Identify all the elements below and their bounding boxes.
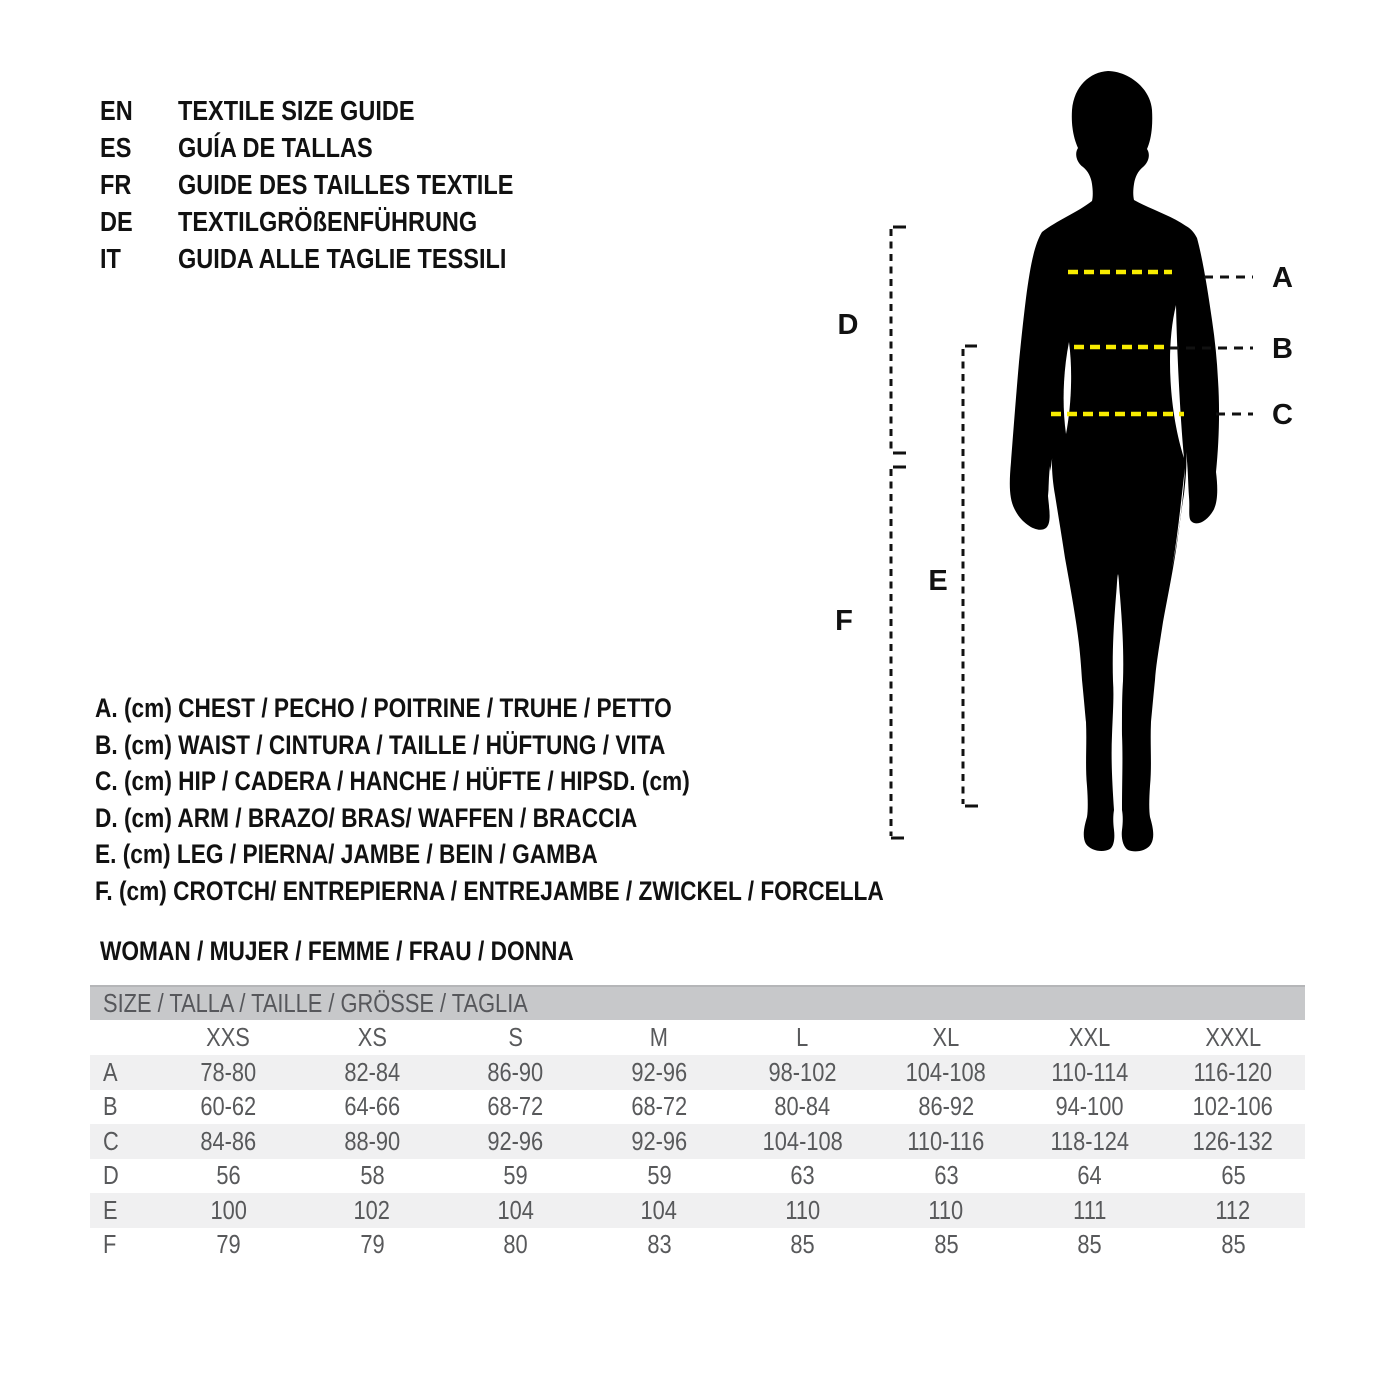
size-value-cell: 80 (503, 1229, 528, 1260)
size-value-cell: 92-96 (631, 1125, 687, 1156)
gender-heading (100, 936, 664, 966)
size-value-cell: 126-132 (1193, 1125, 1274, 1156)
size-value-cell: 104-108 (762, 1125, 843, 1156)
size-table (90, 985, 1305, 1262)
size-value-cell: 82-84 (344, 1056, 400, 1087)
figure-label-f: F (835, 605, 853, 637)
size-value-cell: 63 (933, 1160, 959, 1191)
size-value-cell: 59 (646, 1160, 672, 1191)
size-value-cell: 94-100 (1055, 1091, 1124, 1122)
size-value-cell: 110-116 (907, 1125, 985, 1156)
size-column-header: M (587, 1020, 731, 1055)
language-title: TEXTILGRÖßENFÜHRUNG (178, 206, 478, 237)
language-row (100, 166, 577, 203)
size-column-header: S (444, 1020, 588, 1055)
language-code: IT (100, 243, 121, 274)
size-value-cell: 98-102 (768, 1056, 837, 1087)
language-row (100, 203, 577, 240)
language-row (100, 240, 577, 277)
size-value-cell: 85 (933, 1229, 959, 1260)
measurement-legend-row: F. (cm) CROTCH/ ENTREPIERNA / ENTREJAMBE / ZWICKEL / FORCELLA (95, 875, 884, 906)
size-value-cell: 79 (216, 1229, 241, 1260)
size-value-cell: 88-90 (344, 1125, 400, 1156)
measurement-legend (95, 690, 1034, 910)
size-value-cell: 68-72 (487, 1091, 544, 1122)
language-row (100, 92, 577, 129)
language-code: FR (100, 169, 132, 200)
size-value-cell: 104 (497, 1194, 534, 1225)
size-table-grid (90, 1020, 1305, 1262)
size-columns-header (90, 1020, 1305, 1055)
size-value-cell: 60-62 (200, 1091, 257, 1122)
size-value-cell: 83 (646, 1229, 672, 1260)
size-value-cell: 85 (790, 1229, 815, 1260)
size-column-header: L (731, 1020, 875, 1055)
size-row-label: F (103, 1229, 117, 1260)
size-table-row (90, 1055, 1305, 1090)
size-value-cell: 68-72 (631, 1091, 687, 1122)
size-row-label: E (103, 1194, 118, 1225)
size-value-cell: 85 (1077, 1229, 1102, 1260)
size-column-header: XXS (157, 1020, 301, 1055)
size-value-cell: 78-80 (200, 1056, 257, 1087)
size-value-cell: 111 (1072, 1194, 1107, 1225)
size-value-cell: 65 (1221, 1160, 1246, 1191)
size-value-cell: 102-106 (1193, 1091, 1274, 1122)
size-table-header-text: SIZE / TALLA / TAILLE / GRÖSSE / TAGLIA (103, 988, 528, 1018)
measurement-legend-row: E. (cm) LEG / PIERNA/ JAMBE / BEIN / GAMBA (95, 839, 598, 870)
size-table-body (90, 1055, 1305, 1262)
size-value-cell: 112 (1215, 1194, 1251, 1225)
language-code: ES (100, 132, 132, 163)
size-column-header: XXXL (1161, 1020, 1305, 1055)
size-row-label: C (103, 1125, 119, 1156)
size-value-cell: 100 (210, 1194, 247, 1225)
measurement-legend-row: B. (cm) WAIST / CINTURA / TAILLE / HÜFTUNG / VITA (95, 729, 666, 760)
size-value-cell: 104-108 (906, 1056, 987, 1087)
size-value-cell: 118-124 (1050, 1125, 1129, 1156)
language-title: GUIDA ALLE TAGLIE TESSILI (178, 243, 507, 274)
size-value-cell: 84-86 (200, 1125, 257, 1156)
measurement-legend-row: D. (cm) ARM / BRAZO/ BRAS/ WAFFEN / BRACCIA (95, 802, 638, 833)
size-value-cell: 86-90 (487, 1056, 544, 1087)
size-table-row (90, 1228, 1305, 1263)
size-value-cell: 58 (359, 1160, 385, 1191)
figure-label-a: A (1272, 262, 1293, 294)
size-value-cell: 116-120 (1193, 1056, 1273, 1087)
woman-silhouette-icon (1010, 71, 1219, 851)
size-value-cell: 56 (216, 1160, 241, 1191)
size-value-cell: 63 (790, 1160, 815, 1191)
size-columns-row (90, 1020, 1305, 1055)
size-value-cell: 64 (1077, 1160, 1102, 1191)
size-table-row (90, 1193, 1305, 1228)
figure-label-b: B (1272, 333, 1293, 365)
language-code: DE (100, 206, 133, 237)
figure-label-c: C (1272, 399, 1293, 431)
language-code: EN (100, 95, 133, 126)
size-value-cell: 92-96 (631, 1056, 687, 1087)
size-value-cell: 59 (503, 1160, 528, 1191)
size-value-cell: 110 (785, 1194, 820, 1225)
size-column-header: XXL (1018, 1020, 1162, 1055)
size-value-cell: 80-84 (774, 1091, 831, 1122)
size-value-cell: 102 (353, 1194, 391, 1225)
language-title: GUÍA DE TALLAS (178, 132, 373, 163)
size-column-header: XL (874, 1020, 1018, 1055)
size-row-label: A (103, 1056, 118, 1087)
language-title-list (100, 92, 577, 277)
measurement-legend-row: A. (cm) CHEST / PECHO / POITRINE / TRUHE / PETTO (95, 693, 672, 723)
size-value-cell: 64-66 (344, 1091, 400, 1122)
size-table-row (90, 1090, 1305, 1125)
size-column-header: XS (300, 1020, 444, 1055)
language-title: TEXTILE SIZE GUIDE (178, 95, 415, 126)
size-table-row (90, 1124, 1305, 1159)
measurement-legend-row: C. (cm) HIP / CADERA / HANCHE / HÜFTE / HIPSD. (cm) (95, 766, 690, 797)
figure-label-e: E (928, 565, 948, 597)
language-row (100, 129, 577, 166)
size-table-header-bar (90, 985, 1305, 1020)
size-value-cell: 79 (359, 1229, 385, 1260)
figure-label-d: D (837, 309, 859, 341)
language-title: GUIDE DES TAILLES TEXTILE (178, 169, 514, 200)
size-value-cell: 92-96 (487, 1125, 544, 1156)
size-value-cell: 85 (1221, 1229, 1246, 1260)
gender-heading-text: WOMAN / MUJER / FEMME / FRAU / DONNA (100, 936, 574, 966)
size-row-label: D (103, 1160, 119, 1191)
size-row-label: B (103, 1091, 118, 1122)
size-value-cell: 86-92 (918, 1091, 975, 1122)
size-table-row (90, 1159, 1305, 1194)
size-value-cell: 110-114 (1051, 1056, 1129, 1087)
size-value-cell: 110 (928, 1194, 964, 1225)
size-value-cell: 104 (640, 1194, 678, 1225)
